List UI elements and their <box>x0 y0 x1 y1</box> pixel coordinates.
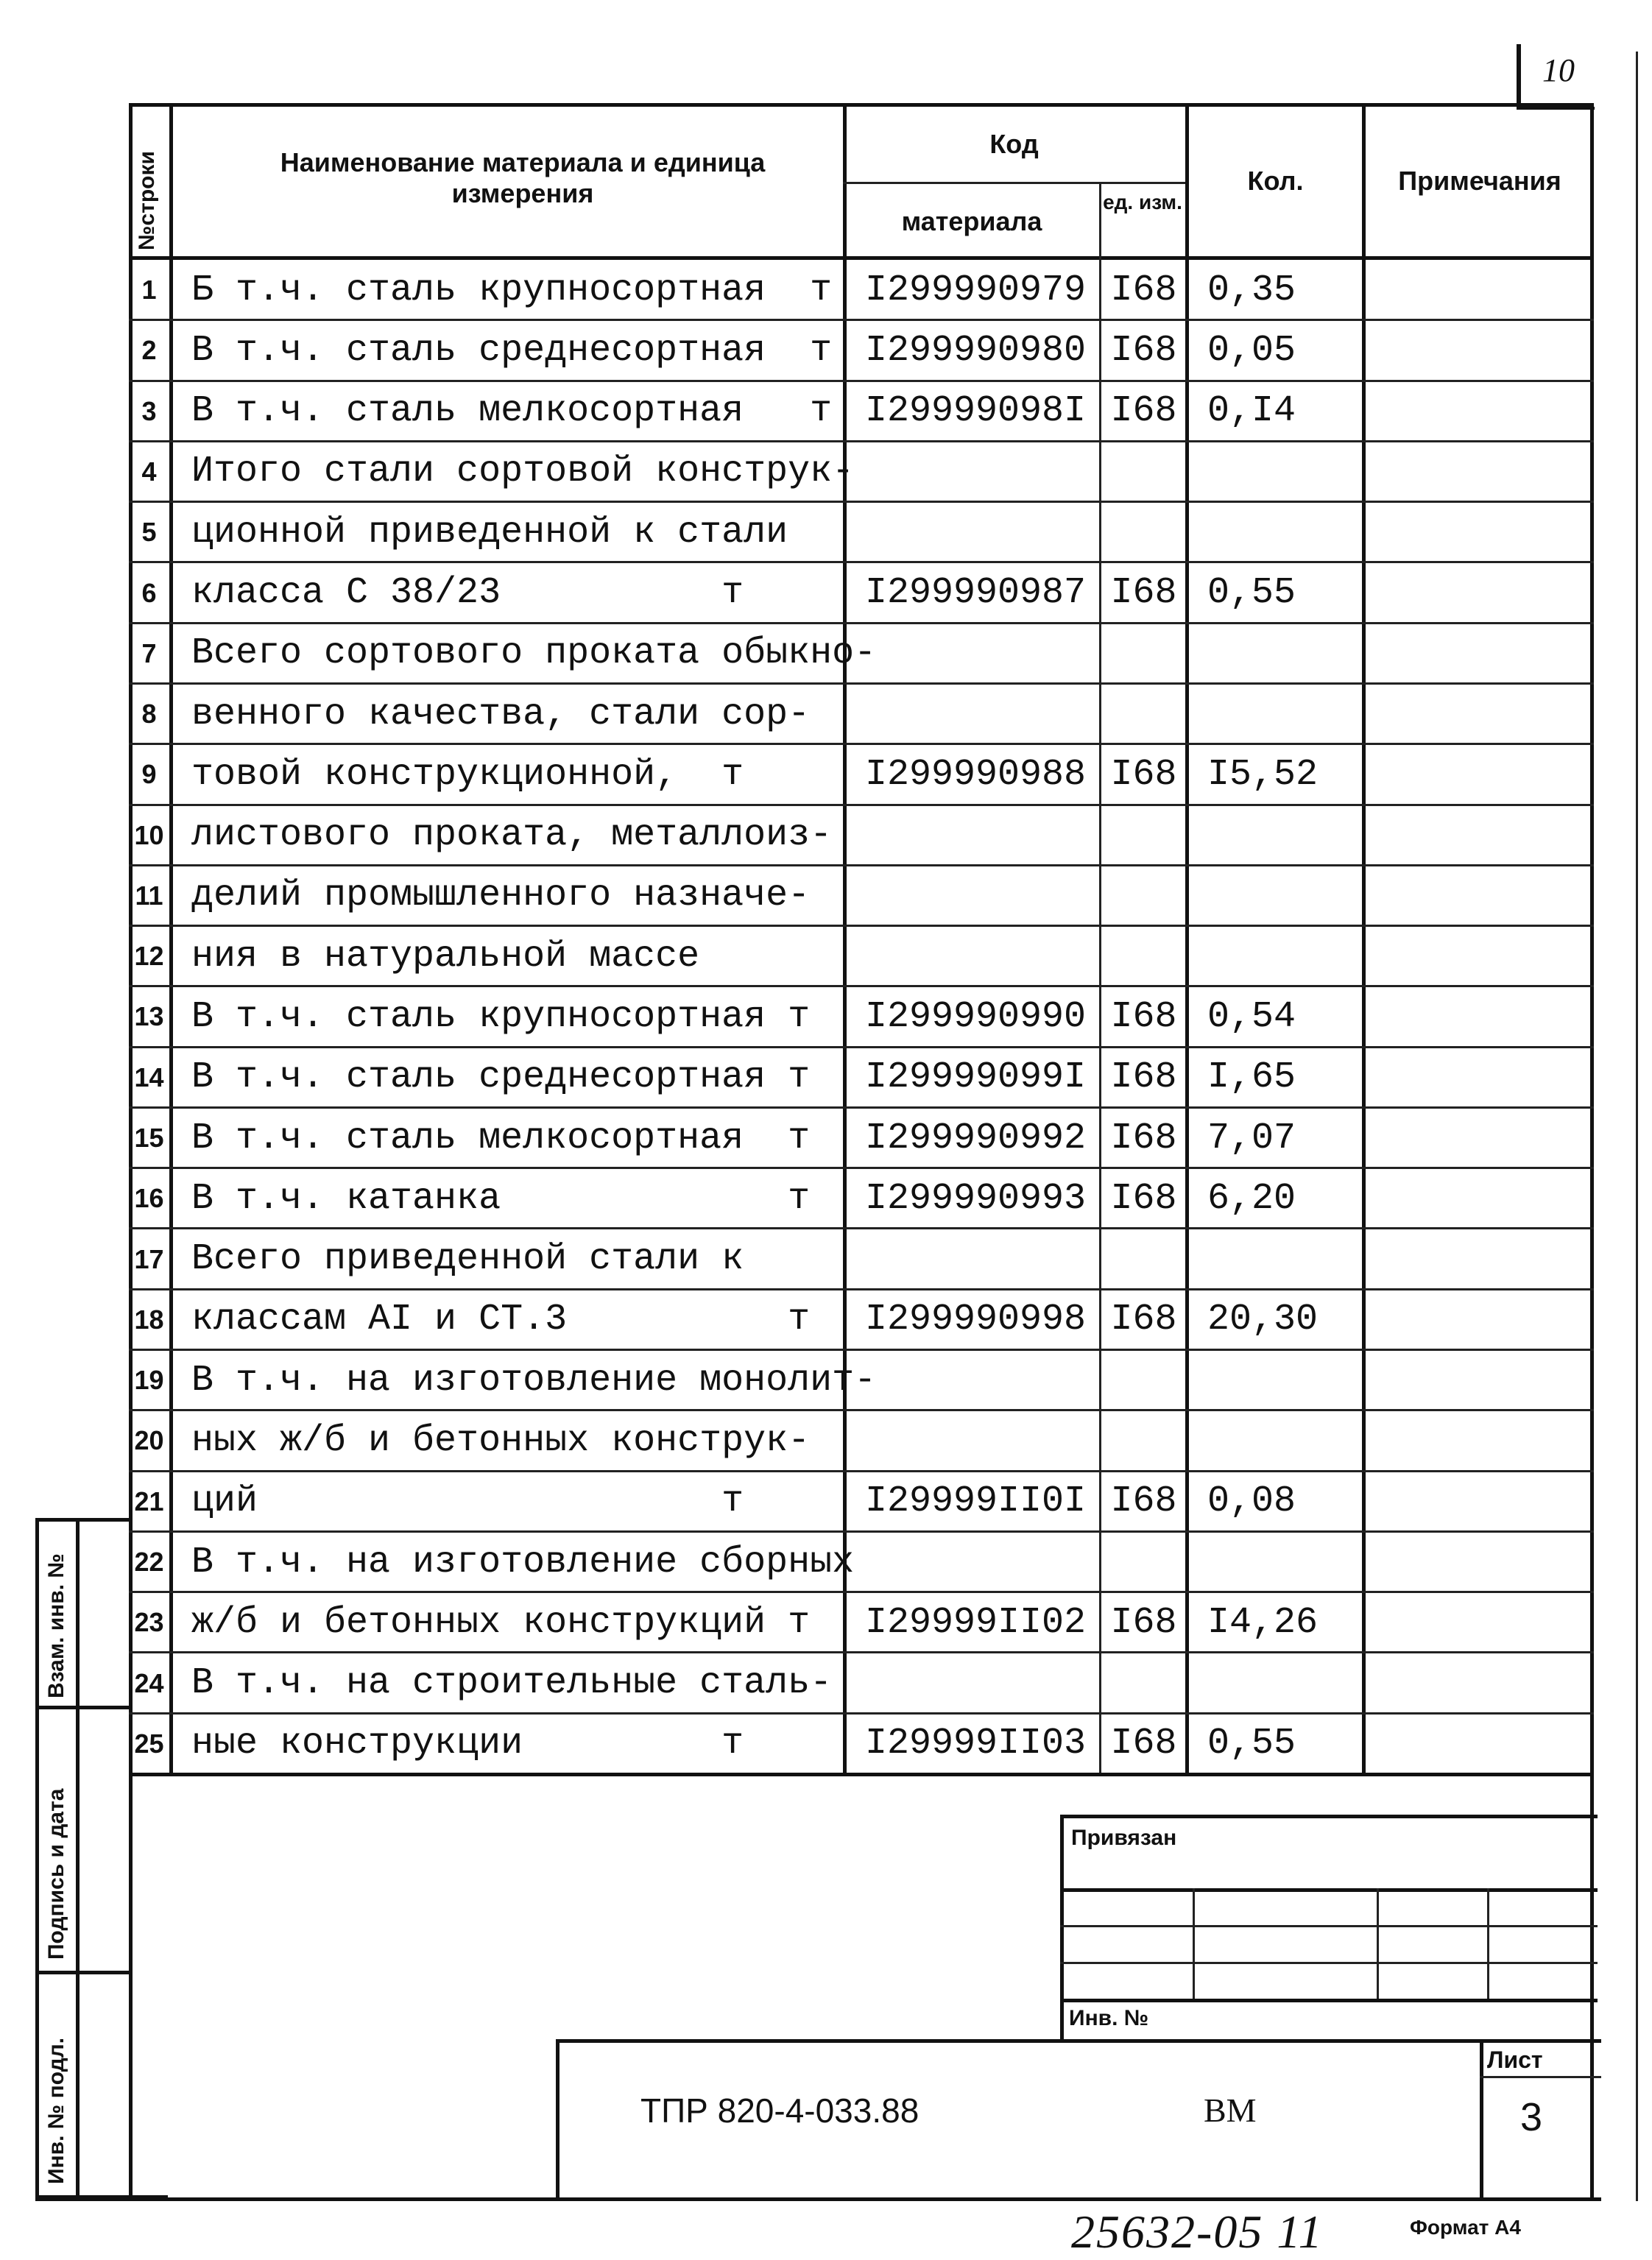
material-code <box>865 684 1101 744</box>
material-name: Б т.ч. сталь крупносортная т <box>191 269 833 311</box>
material-code <box>865 1653 1101 1713</box>
side-strip-top <box>35 1518 131 1522</box>
unit-code <box>1102 926 1185 986</box>
material-code: I29999II0I <box>865 1480 1087 1523</box>
table-row <box>129 624 1601 684</box>
material-name: В т.ч. сталь мелкосортная т <box>191 390 833 433</box>
material-name: ционной приведенной к стали <box>191 511 788 554</box>
unit-code: I68 <box>1110 269 1177 311</box>
material-code <box>865 502 1101 562</box>
unit-code <box>1102 624 1185 684</box>
unit-code <box>1102 805 1185 866</box>
stamp-line-4 <box>1060 1999 1598 2002</box>
table-row <box>129 1290 1601 1350</box>
material-code: I299990979 <box>865 269 1087 311</box>
title-left <box>556 2039 560 2201</box>
quantity <box>1207 502 1362 562</box>
unit-code <box>1102 502 1185 562</box>
material-code <box>865 866 1101 926</box>
title-sheet-border <box>1480 2039 1483 2201</box>
quantity <box>1207 442 1362 502</box>
table-row <box>129 442 1601 502</box>
table-body-bottom <box>129 1773 1594 1776</box>
quantity: 0,05 <box>1207 329 1296 372</box>
quantity: 0,08 <box>1207 1480 1296 1523</box>
row-number: 8 <box>141 699 157 730</box>
material-name: ные конструкции т <box>191 1723 744 1765</box>
quantity <box>1207 1532 1362 1592</box>
side-replace-inv: Взам. инв. № <box>44 1553 68 1698</box>
quantity <box>1207 805 1362 866</box>
table-row <box>129 1168 1601 1229</box>
unit-code <box>1102 442 1185 502</box>
row-number: 14 <box>134 1062 164 1092</box>
quantity <box>1207 684 1362 744</box>
right-margin-line <box>1636 52 1638 2201</box>
page-number: 10 <box>1542 52 1575 88</box>
table-row <box>129 1714 1601 1774</box>
header-code-material: материала <box>901 206 1042 236</box>
unit-code: I68 <box>1110 995 1177 1038</box>
stamp-linked-block <box>1060 1815 1598 2039</box>
quantity: 0,I4 <box>1207 390 1296 433</box>
material-code <box>865 1410 1101 1471</box>
header-notes: Примечания <box>1398 166 1561 196</box>
side-strip-div2 <box>35 1971 131 1974</box>
material-name: классам AI и СТ.3 т <box>191 1299 811 1341</box>
row-number: 9 <box>141 759 157 790</box>
title-top <box>556 2039 1601 2043</box>
row-number: 24 <box>134 1667 164 1698</box>
unit-code: I68 <box>1110 1299 1177 1341</box>
quantity: I5,52 <box>1207 753 1319 796</box>
header-row-no: №строки <box>135 151 159 250</box>
title-sheet-line <box>1480 2076 1601 2078</box>
unit-code: I68 <box>1110 753 1177 796</box>
material-code: I299990988 <box>865 753 1087 796</box>
table-row <box>129 381 1601 442</box>
stamp-line-1 <box>1060 1888 1598 1892</box>
side-strip-left <box>35 1518 39 2199</box>
material-name: товой конструкционной, т <box>191 753 744 796</box>
stamp-linked: Привязан <box>1071 1826 1177 1850</box>
row-number: 1 <box>141 275 157 306</box>
material-code: I299990998 <box>865 1299 1087 1341</box>
unit-code <box>1102 1653 1185 1713</box>
doc-code: ТПР 820-4-033.88 <box>640 2091 919 2130</box>
stamp-top <box>1060 1815 1598 1818</box>
quantity <box>1207 1350 1362 1410</box>
code-subheader-line <box>843 182 1185 184</box>
quantity: 0,55 <box>1207 1723 1296 1765</box>
material-code: I29999II02 <box>865 1601 1087 1644</box>
table-top-border <box>129 103 1594 107</box>
material-code <box>865 926 1101 986</box>
row-number: 13 <box>134 1001 164 1032</box>
quantity: 0,55 <box>1207 572 1296 615</box>
quantity: 0,35 <box>1207 269 1296 311</box>
material-name: В т.ч. катанка т <box>191 1177 811 1220</box>
table-row <box>129 260 1601 320</box>
unit-code: I68 <box>1110 1177 1177 1220</box>
material-code: I299990990 <box>865 995 1087 1038</box>
sheet-number: 3 <box>1520 2095 1543 2139</box>
unit-code <box>1102 1229 1185 1289</box>
material-name: ния в натуральной массе <box>191 935 700 978</box>
table-row <box>129 1350 1601 1410</box>
material-name: В т.ч. на изготовление монолит- <box>191 1359 877 1402</box>
stamp-col-2 <box>1377 1888 1379 1999</box>
table-row <box>129 1048 1601 1108</box>
material-code: I299990992 <box>865 1117 1087 1159</box>
handwritten-number: 25632-05 11 <box>1071 2206 1324 2258</box>
table-row <box>129 1472 1601 1532</box>
unit-code <box>1102 1350 1185 1410</box>
table-row <box>129 1108 1601 1168</box>
row-number: 7 <box>141 638 157 668</box>
material-code <box>865 1532 1101 1592</box>
unit-code: I68 <box>1110 1056 1177 1099</box>
material-code: I29999098I <box>865 390 1087 433</box>
side-sign-date: Подпись и дата <box>44 1788 68 1960</box>
material-name: листового проката, металлоиз- <box>191 814 833 857</box>
header-name: Наименование материала и единица измерения <box>280 147 766 208</box>
header-qty: Кол. <box>1247 166 1304 196</box>
stamp-col-3 <box>1487 1888 1489 1999</box>
table-row <box>129 562 1601 623</box>
quantity <box>1207 1229 1362 1289</box>
side-strip-mid <box>76 1518 80 2199</box>
table-row <box>129 684 1601 744</box>
table-row <box>129 866 1601 926</box>
row-number: 17 <box>134 1243 164 1274</box>
material-code <box>865 805 1101 866</box>
material-name: ж/б и бетонных конструкций т <box>191 1601 811 1644</box>
quantity <box>1207 1410 1362 1471</box>
quantity: I,65 <box>1207 1056 1296 1099</box>
material-code <box>865 442 1101 502</box>
unit-code: I68 <box>1110 390 1177 433</box>
row-number: 5 <box>141 517 157 548</box>
table-row <box>129 805 1601 866</box>
unit-code <box>1102 1532 1185 1592</box>
quantity <box>1207 624 1362 684</box>
table-row <box>129 986 1601 1047</box>
material-code <box>865 624 1101 684</box>
material-name: Итого стали сортовой конструк- <box>191 451 855 493</box>
quantity: 6,20 <box>1207 1177 1296 1220</box>
unit-code: I68 <box>1110 1723 1177 1765</box>
row-number: 25 <box>134 1728 164 1759</box>
table-row <box>129 1532 1601 1592</box>
doc-mark: ВМ <box>1204 2091 1257 2129</box>
unit-code: I68 <box>1110 1117 1177 1159</box>
unit-code <box>1102 1410 1185 1471</box>
row-number: 16 <box>134 1183 164 1214</box>
quantity <box>1207 866 1362 926</box>
material-name: класса С 38/23 т <box>191 572 744 615</box>
unit-code: I68 <box>1110 572 1177 615</box>
side-inv-orig: Инв. № подл. <box>44 2037 68 2184</box>
row-number: 22 <box>134 1547 164 1577</box>
row-number: 20 <box>134 1425 164 1456</box>
table-row <box>129 744 1601 805</box>
row-number: 15 <box>134 1123 164 1154</box>
material-code: I299990980 <box>865 329 1087 372</box>
unit-code: I68 <box>1110 329 1177 372</box>
material-code: I29999II03 <box>865 1723 1087 1765</box>
stamp-line-2 <box>1060 1925 1598 1927</box>
stamp-inv-no: Инв. № <box>1069 2006 1149 2030</box>
stamp-line-3 <box>1060 1962 1598 1964</box>
row-number: 4 <box>141 456 157 487</box>
material-name: ций т <box>191 1480 744 1523</box>
material-name: Всего приведенной стали к <box>191 1238 744 1281</box>
unit-code <box>1102 866 1185 926</box>
quantity: I4,26 <box>1207 1601 1319 1644</box>
title-block <box>556 2039 1601 2201</box>
sheet-label: Лист <box>1487 2047 1543 2073</box>
table-row <box>129 1410 1601 1471</box>
row-number: 11 <box>135 880 163 911</box>
header-code-unit: ед. изм. <box>1103 191 1182 213</box>
table-body <box>129 260 1594 1774</box>
header-code: Код <box>989 129 1039 159</box>
row-number: 21 <box>134 1486 164 1516</box>
table-row <box>129 1229 1601 1289</box>
material-name: В т.ч. сталь крупносортная т <box>191 995 811 1038</box>
material-name: ных ж/б и бетонных конструк- <box>191 1419 811 1462</box>
material-name: делий промышленного назначе- <box>191 875 811 917</box>
unit-code <box>1102 684 1185 744</box>
unit-code: I68 <box>1110 1480 1177 1523</box>
material-name: В т.ч. сталь среднесортная т <box>191 1056 811 1099</box>
quantity <box>1207 926 1362 986</box>
material-code: I299990987 <box>865 572 1087 615</box>
material-code: I29999099I <box>865 1056 1087 1099</box>
quantity: 0,54 <box>1207 995 1296 1038</box>
quantity <box>1207 1653 1362 1713</box>
table-row <box>129 1592 1601 1653</box>
row-number: 10 <box>134 819 164 850</box>
row-number: 2 <box>141 335 157 366</box>
row-number: 23 <box>134 1607 164 1638</box>
stamp-col-1 <box>1193 1888 1195 1999</box>
side-strip-div1 <box>35 1706 131 1709</box>
material-name: В т.ч. на изготовление сборных <box>191 1541 855 1583</box>
table-row <box>129 926 1601 986</box>
row-number: 3 <box>141 395 157 426</box>
page-frame-bottom <box>35 2197 1601 2201</box>
row-number: 6 <box>141 577 157 608</box>
material-name: В т.ч. на строительные сталь- <box>191 1662 833 1705</box>
quantity: 20,30 <box>1207 1299 1319 1341</box>
unit-code: I68 <box>1110 1601 1177 1644</box>
format-label: Формат А4 <box>1410 2216 1521 2239</box>
row-number: 19 <box>134 1365 164 1396</box>
table-row <box>129 320 1601 381</box>
material-name: В т.ч. сталь мелкосортная т <box>191 1117 811 1159</box>
material-code <box>865 1350 1101 1410</box>
table-row <box>129 502 1601 562</box>
row-number: 18 <box>134 1304 164 1335</box>
material-code: I299990993 <box>865 1177 1087 1220</box>
side-strip <box>35 1518 131 2203</box>
material-name: венного качества, стали сор- <box>191 693 811 735</box>
quantity: 7,07 <box>1207 1117 1296 1159</box>
material-code <box>865 1229 1101 1289</box>
material-name: В т.ч. сталь среднесортная т <box>191 329 833 372</box>
row-number: 12 <box>134 941 164 972</box>
table-row <box>129 1653 1601 1713</box>
material-name: Всего сортового проката обыкно- <box>191 632 877 675</box>
